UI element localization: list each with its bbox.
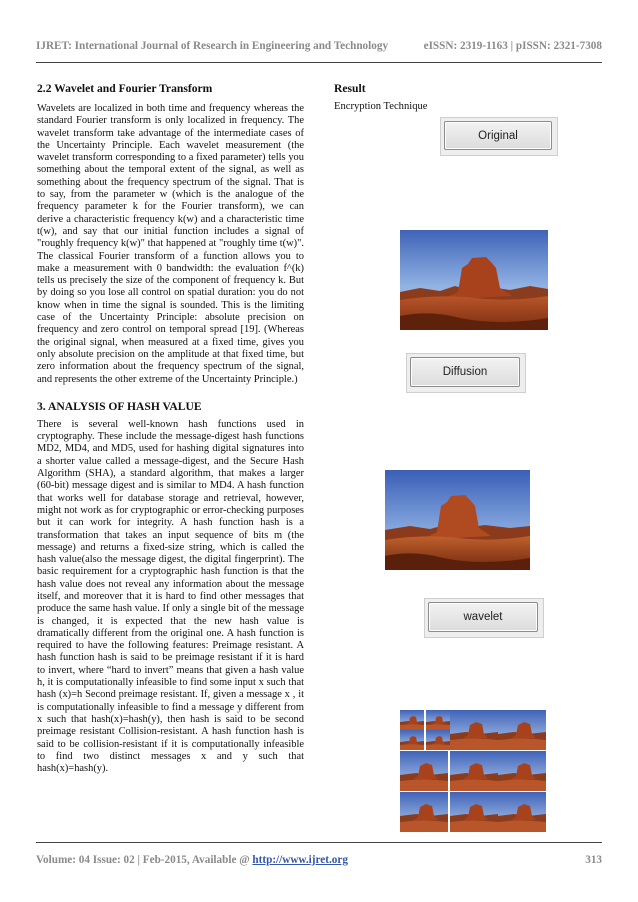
volume-info: Volume: 04 Issue: 02 | Feb-2015, Available @: [36, 854, 253, 866]
section-body-hash-analysis: There is several well-known hash functions used in cryptography. These include the message-digest hash functions MD2, MD4, and MD5, used for hashing digital signatures into a shorter value called a message-digest, and the Secure Hash Algorithm (SHA), a standard algorithm, that makes a larger (60-bit) message digest and is similar to MD4. A hash function that works well for database storage and retrieval, however, might not work as for cryptographic or error-checking purposes but it can work for integrity. A hash function hash is a transformation that takes an input sequence of bits m (the message) and returns a fixed-size string, which is called the hash value(also the message digest, the digital fingerprint). The basic requirement for a cryptographic hash function is that the hash value does not reveal any information about the message itself, and moreover that it is hard to find other messages that produce the same hash value. If only a single bit of the message is changed, it is expected that the new hash value is dramatically different from the original one. A hash function is required to have the following features: Preimage resistant. A hash function hash is said to be preimage resistant if it is hard to invert, where “hard to invert” means that given a hash value h, it is computationally infeasible to find some input x such that hash (x)=h Second preimage resistant. If, given a message x , it is computationally infeasible to find a message y different from x such that hash(x)=hash(y), then hash is said to be second preimage resistant Collision-resistant. A hash function hash is said to be collision-resistant if it is computationally infeasible to find two distinct messages x and y such that hash(x)=hash(y).: [37, 418, 304, 775]
footer-divider: [36, 842, 602, 843]
section-heading-hash-analysis: 3. ANALYSIS OF HASH VALUE: [37, 399, 202, 413]
journal-link[interactable]: http://www.ijret.org: [252, 854, 348, 866]
diffusion-button[interactable]: Diffusion: [410, 357, 520, 387]
original-image: [400, 230, 548, 330]
wavelet-decomposition-image: [398, 708, 546, 832]
diffusion-image: [385, 470, 530, 570]
section-body-wavelet-fourier: Wavelets are localized in both time and frequency whereas the standard Fourier transform is only localized in frequency. The wavelet transform take advantage of the intermediate cases of the Uncertainty Principle. Each wavelet measurement (the wavelet transform corresponding to a fixed parameter) tells you something about the temporal extent of the signal, as well as something about the frequency spectrum of the signal. That is to say, from the parameter w (which is the analogue of the frequency parameter k for the Fourier transform), we can derive a characteristic frequency k(w) and a characteristic time t(w), and say that our initial function includes a signal of "roughly frequency k(w)" that happened at "roughly time t(w)". The classical Fourier transform of a function allows you to make a measurement with 0 bandwidth: the evaluation f^(k) tells us precisely the size of the component of frequency k. But by doing so you lose all control on spatial duration: you do not know when in time the signal is sounded. This is the limiting case of the Uncertainty Principle: absolute precision on frequency and zero control on temporal spread [19]. (Whereas the original signal, when measured at a fixed time, gives you only absolute precision on the amplitude at that fixed time, but zero information about the frequency spectrum of the signal, and represents the other extreme of the Uncertainty Principle.): [37, 103, 304, 385]
journal-title: IJRET: International Journal of Research in Engineering and Technology: [36, 40, 389, 52]
original-button[interactable]: Original: [444, 121, 552, 150]
page-number: 313: [585, 854, 602, 866]
result-subtitle: Encryption Technique: [334, 101, 428, 112]
issn-text: eISSN: 2319-1163 | pISSN: 2321-7308: [423, 40, 602, 52]
running-footer: [36, 854, 602, 866]
section-heading-wavelet-fourier: 2.2 Wavelet and Fourier Transform: [37, 82, 213, 95]
header-divider: [36, 62, 602, 63]
wavelet-button[interactable]: wavelet: [428, 602, 538, 632]
right-column: [334, 82, 602, 112]
left-column: [37, 82, 304, 775]
result-heading: Result: [334, 82, 366, 95]
running-header: [36, 40, 602, 52]
